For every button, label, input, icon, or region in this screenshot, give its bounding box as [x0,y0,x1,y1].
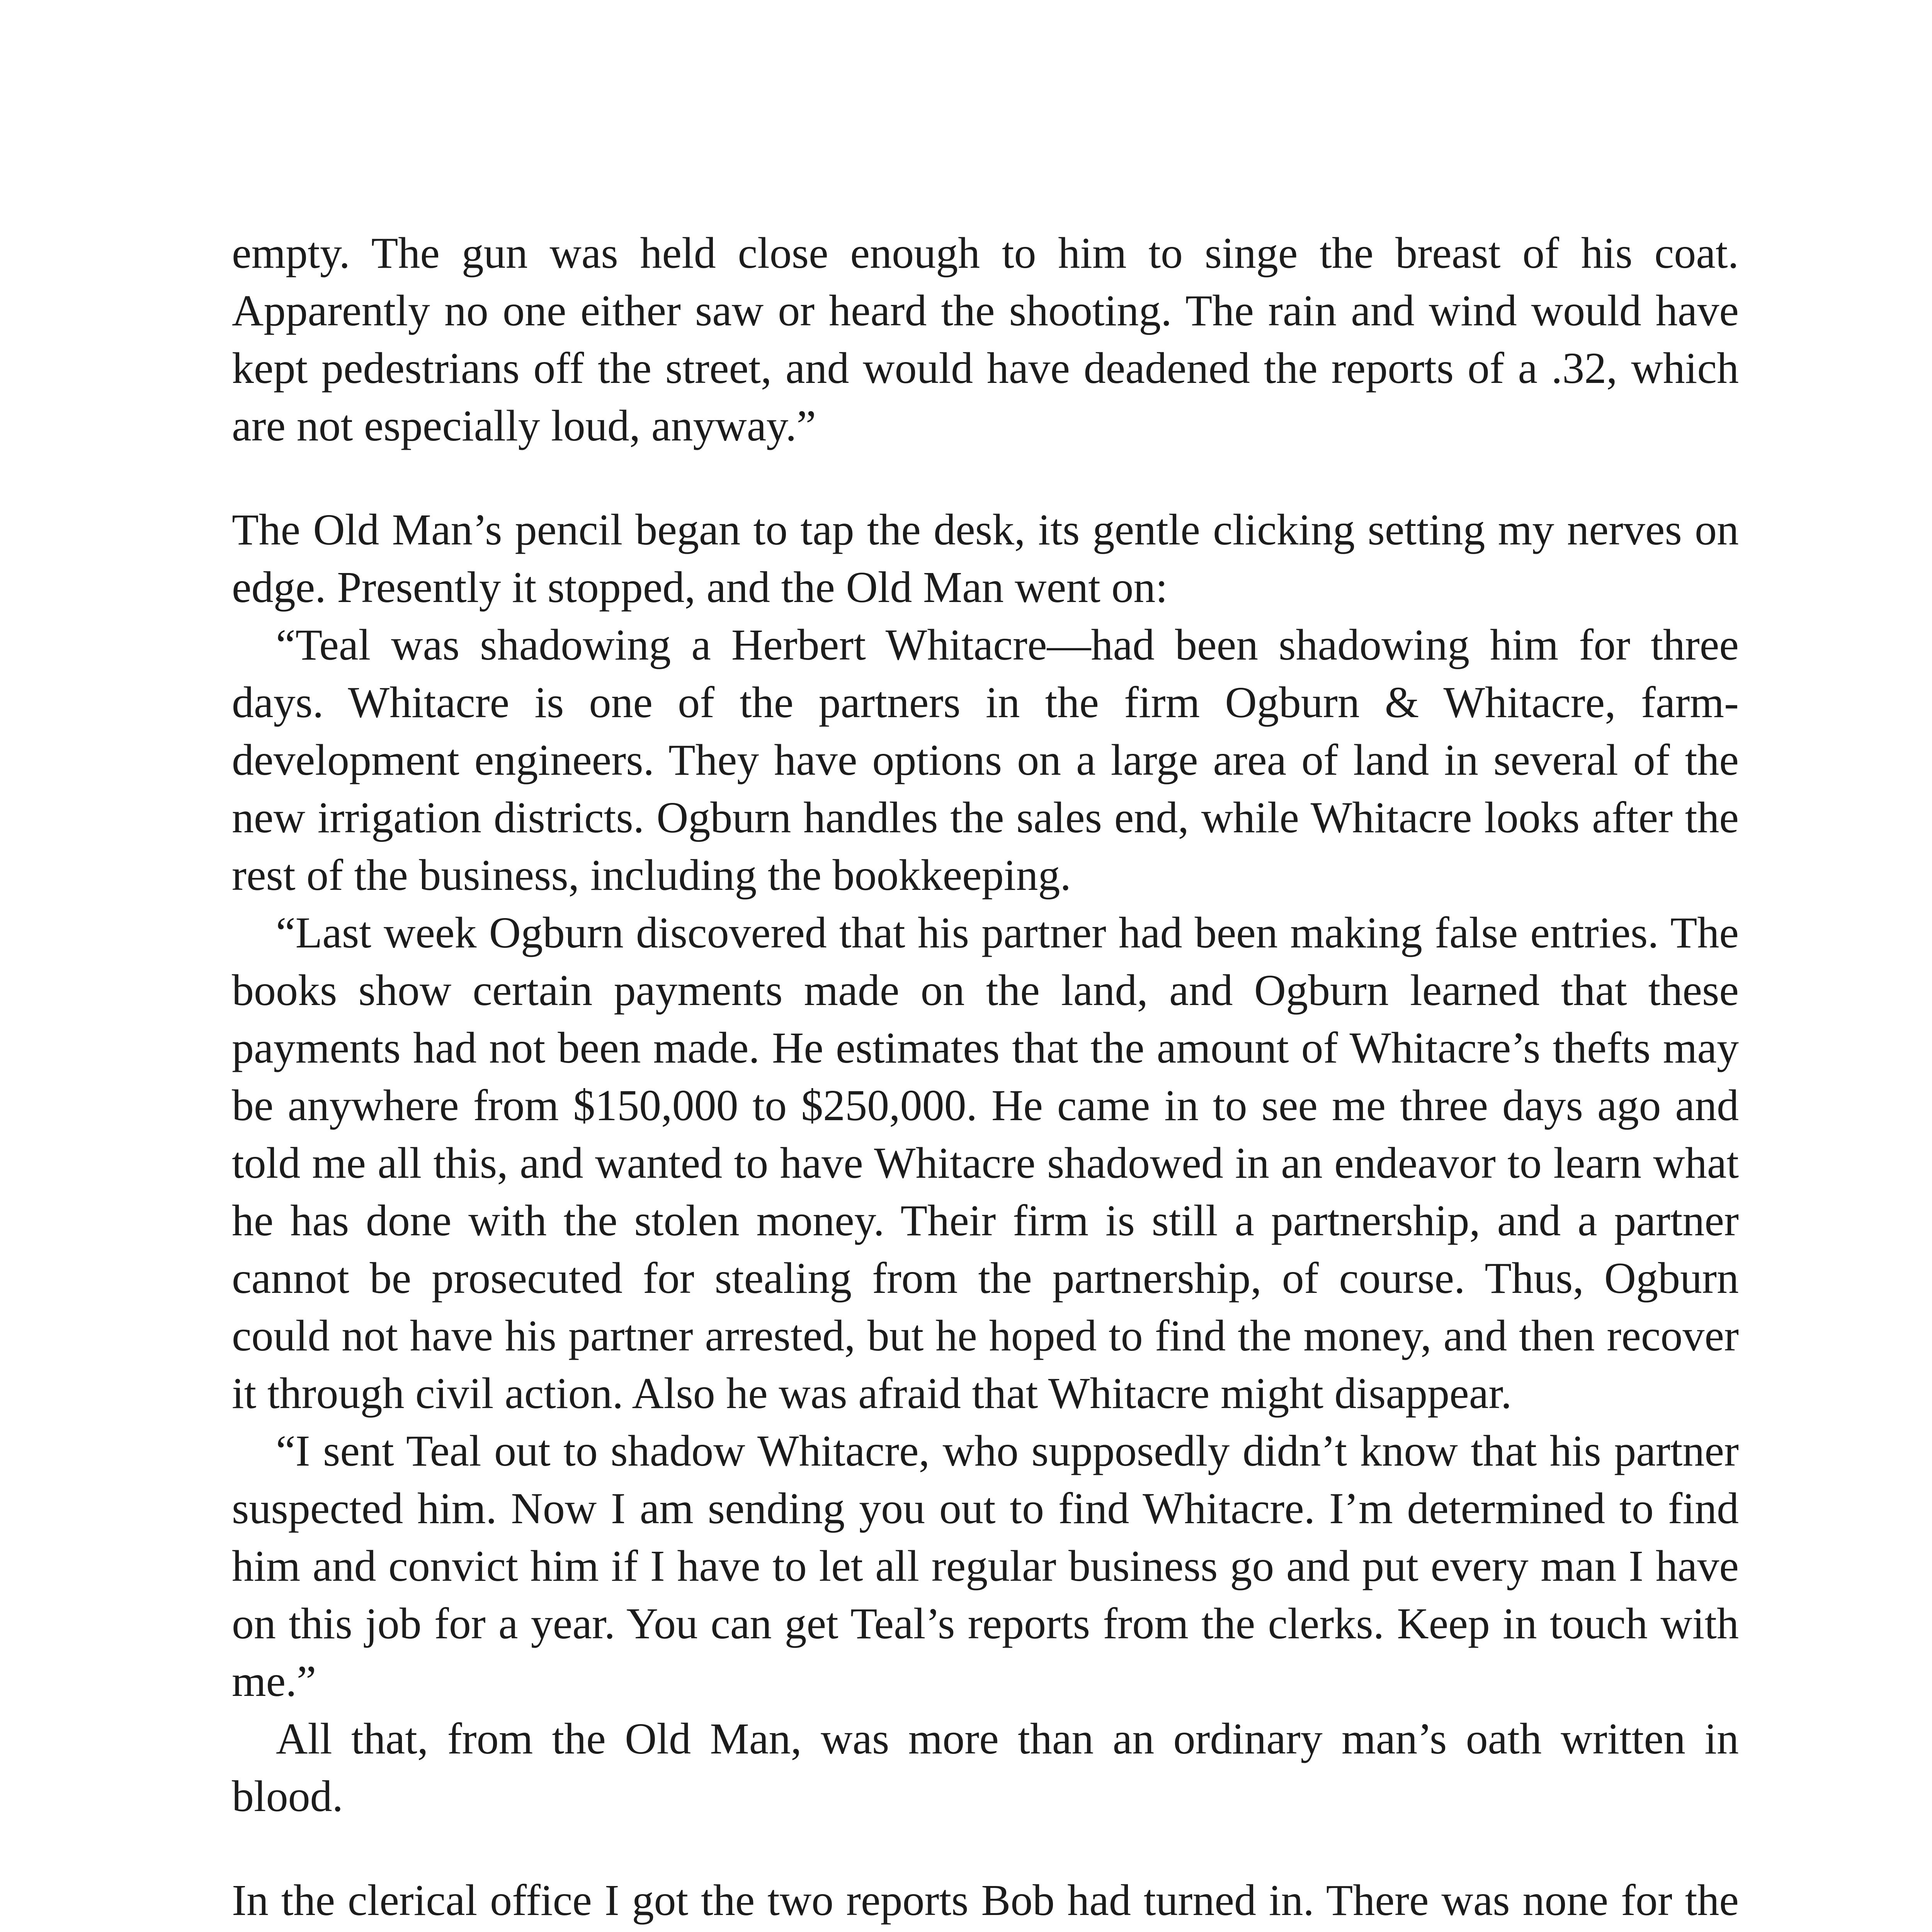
paragraph-1: empty. The gun was held close enough to him to singe the breast of his coat. Apparently no one either saw or heard the shooting. The rain and wind would have kept pedestrians off the street, and would have deadened the reports of a .32, which are not especially loud, anyway.” [232,228,1739,450]
paragraph-7: In the clerical office I got the two reports Bob had turned in. There was none for the [232,1876,1739,1925]
body-text [232,224,1739,1932]
paragraph-5: “I sent Teal out to shadow Whitacre, who supposedly didn’t know that his partner suspected him. Now I am sending you out to find Whitacre. I’m determined to find him and convict him if I have to let all regular business go and put every man I have on this job for a year. You can get Teal’s reports from the clerks. Keep in touch with me.” [232,1426,1739,1706]
paragraph-6: All that, from the Old Man, was more than an ordinary man’s oath written in blood. [232,1714,1739,1821]
paragraph-3: “Teal was shadowing a Herbert Whitacre—had been shadowing him for three days. Whitacre is one of the partners in the firm Ogburn & Whitacre, farm-development engineers. They have options on a large area of land in several of the new irrigation districts. Ogburn handles the sales end, while Whitacre looks after the rest of the business, including the bookkeeping. [232,620,1739,900]
paragraph-4: “Last week Ogburn discovered that his partner had been making false entries. The books show certain payments made on the land, and Ogburn learned that these payments had not been made. He estimates that the amount of Whitacre’s thefts may be anywhere from $150,000 to $250,000. He came in to see me three days ago and told me all this, and wanted to have Whitacre shadowed in an endeavor to learn what he has done with the stolen money. Their firm is still a partnership, and a partner cannot be prosecuted for stealing from the partnership, of course. Thus, Ogburn could not have his partner arrested, but he hoped to find the money, and then recover it through civil action. Also he was afraid that Whitacre might disappear. [232,908,1739,1418]
paragraph-2: The Old Man’s pencil began to tap the desk, its gentle clicking setting my nerves on edge. Presently it stopped, and the Old Man went on: [232,505,1739,612]
